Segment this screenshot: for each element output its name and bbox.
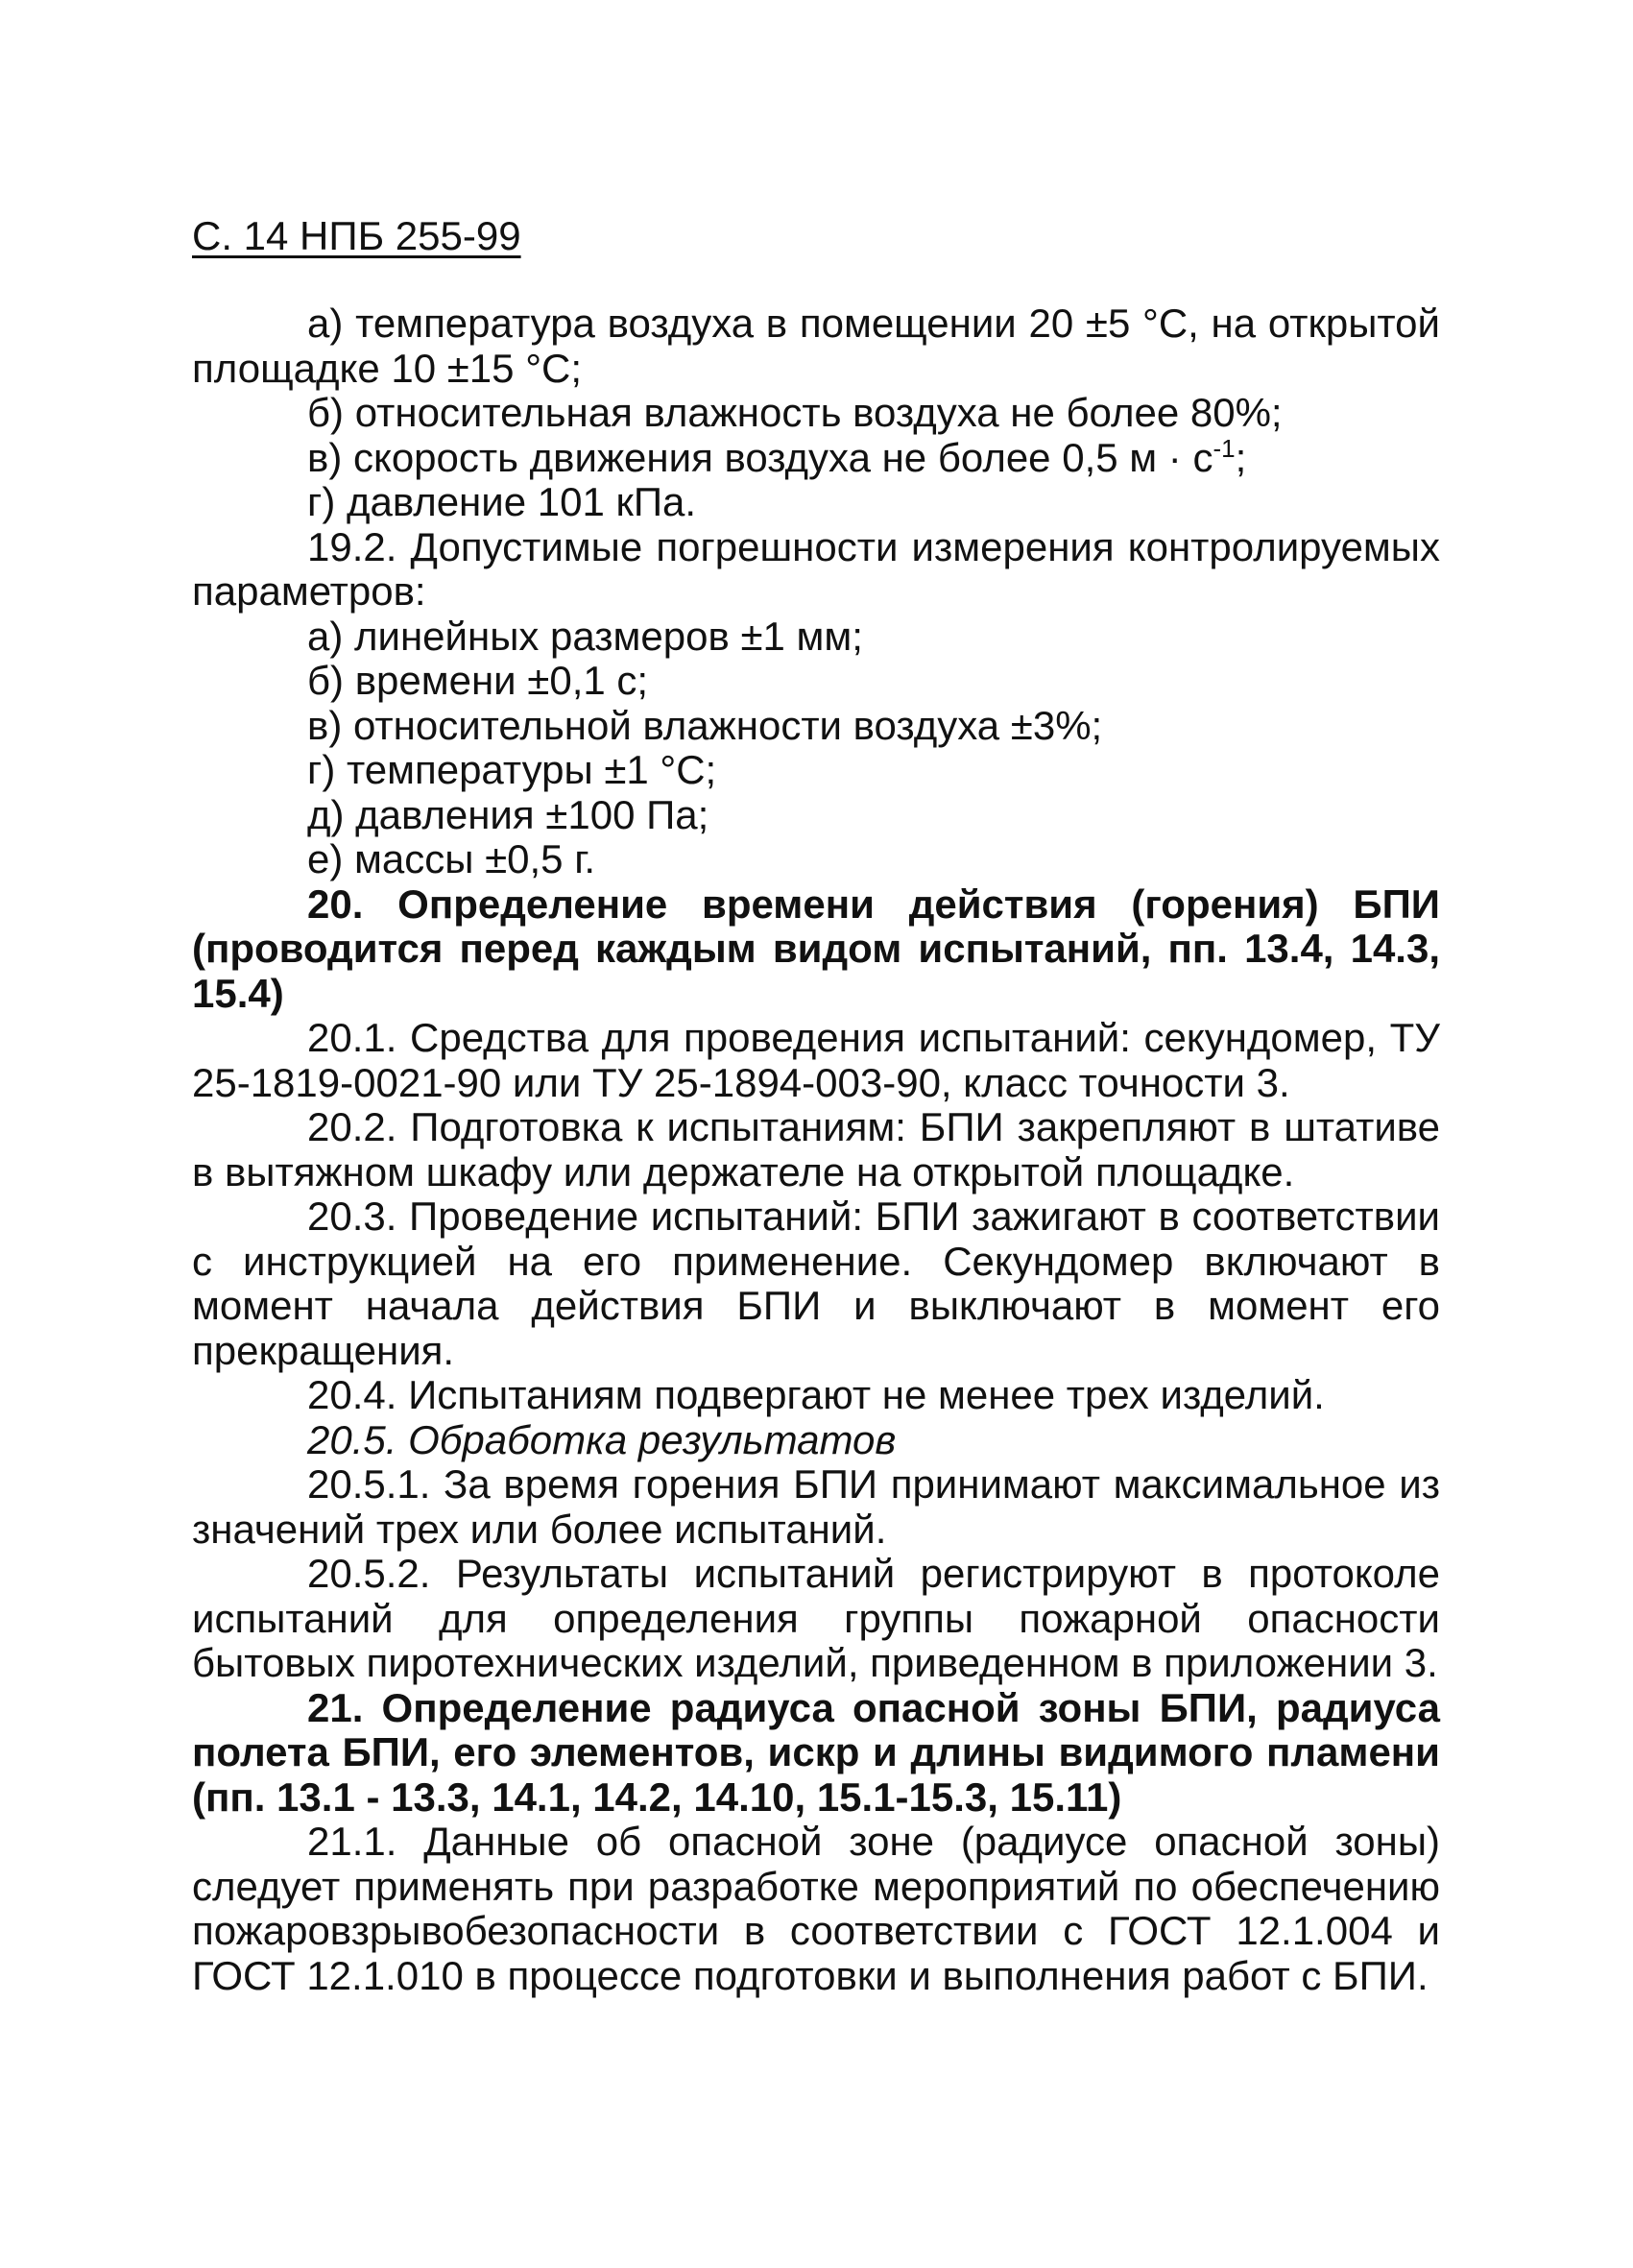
air-speed-exponent: -1 — [1213, 433, 1236, 463]
paragraph-pressure: г) давление 101 кПа. — [307, 479, 697, 524]
paragraph-humidity-error: в) относительной влажности воздуха ±3%; — [307, 702, 1103, 748]
document-page — [192, 0, 1440, 2268]
paragraph-air-temperature: а) температура воздуха в помещении 20 ±5 °С, на открытой площадке 10 ±15 °С; — [192, 301, 1440, 391]
paragraph-relative-humidity: б) относительная влажность воздуха не более 80%; — [307, 390, 1283, 435]
paragraph-20-5-1: 20.5.1. За время горения БПИ принимают максимальное из значений трех или более испытаний. — [192, 1461, 1440, 1552]
paragraph-20-2: 20.2. Подготовка к испытаниям: БПИ закрепляют в штативе в вытяжном шкафу или держателе на открытой площадке. — [192, 1104, 1440, 1194]
paragraph-21-1: 21.1. Данные об опасной зоне (радиусе опасной зоны) следует применять при разработке мероприятий по обеспечению пожаровзрывобезопасности в соответствии с ГОСТ 12.1.004 и ГОСТ 12.1.010 в процессе подготовки и выполнения работ с БПИ. — [192, 1819, 1440, 1998]
air-speed-end: ; — [1235, 434, 1247, 480]
paragraph-20-3: 20.3. Проведение испытаний: БПИ зажигают в соответствии с инструкцией на его применение. Секундомер включают в момент начала действия БПИ и выключают в момент его прекращения. — [192, 1194, 1440, 1373]
air-speed-text: в) скорость движения воздуха не более 0,5 м · с — [307, 434, 1213, 480]
paragraph-20-5-2: 20.5.2. Результаты испытаний регистрируют в протоколе испытаний для определения группы пожарной опасности бытовых пиротехнических изделий, приведенном в приложении 3. — [192, 1551, 1440, 1685]
document-body — [192, 302, 1440, 1998]
section-heading-20: 20. Определение времени действия (горения) БПИ (проводится перед каждым видом испытаний, пп. 13.4, 14.3, 15.4) — [192, 881, 1440, 1016]
paragraph-time: б) времени ±0,1 с; — [307, 658, 649, 703]
section-heading-21: 21. Определение радиуса опасной зоны БПИ, радиуса полета БПИ, его элементов, искр и длины видимого пламени (пп. 13.1 - 13.3, 14.1, 14.2, 14.10, 15.1-15.3, 15.11) — [192, 1684, 1440, 1820]
paragraph-19-2: 19.2. Допустимые погрешности измерения контролируемых параметров: — [192, 523, 1440, 614]
paragraph-20-4: 20.4. Испытаниям подвергают не менее трех изделий. — [307, 1372, 1325, 1417]
subheading-20-5: 20.5. Обработка результатов — [307, 1416, 897, 1462]
paragraph-pressure-error: д) давления ±100 Па; — [307, 791, 709, 837]
paragraph-linear-sizes: а) линейных размеров ±1 мм; — [307, 613, 863, 659]
paragraph-air-speed — [192, 433, 1440, 481]
paragraph-mass-error: е) массы ±0,5 г. — [307, 836, 596, 881]
paragraph-20-1: 20.1. Средства для проведения испытаний: секундомер, ТУ 25-1819-0021-90 или ТУ 25-1894-003-90, класс точности 3. — [192, 1015, 1440, 1105]
page-header: С. 14 НПБ 255-99 — [192, 213, 521, 258]
paragraph-temperature-error: г) температуры ±1 °С; — [307, 747, 717, 792]
